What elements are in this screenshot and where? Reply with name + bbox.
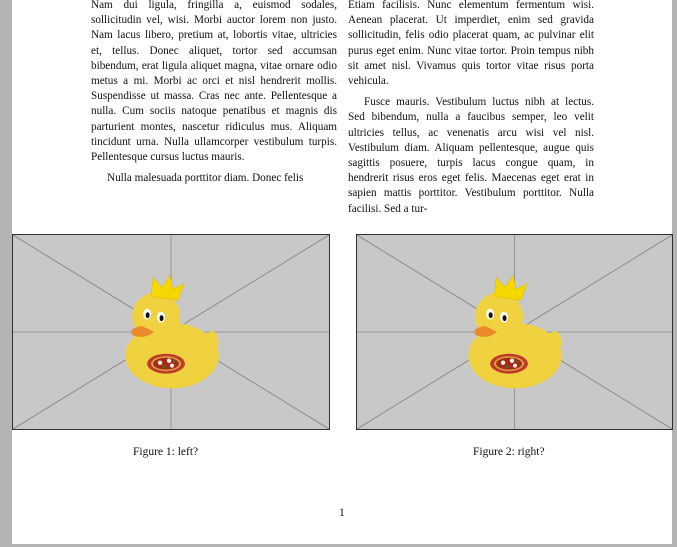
- duck-placeholder-image: [357, 235, 672, 429]
- right-paragraph-2: Fusce mauris. Vestibulum luctus nibh at lectus. Sed bibendum, nulla a faucibus semper, leo velit ultricies tellus, ac venenatis arcu wisi vel nisl. Vestibulum diam. Aliquam pellentesque, augue quis sagittis posuere, turpis lacus congue quam, in hendrerit risus eros eget felis. Maecenas eget erat in sapien mattis porttitor. Vestibulum porttitor. Nulla facilisi. Sed a tur-: [348, 96, 594, 215]
- duck-placeholder-image: [13, 235, 329, 429]
- left-text-column: [91, 0, 337, 192]
- figure-2-caption: Figure 2: right?: [473, 446, 545, 458]
- right-text-column: [348, 0, 594, 223]
- figure-1-caption: Figure 1: left?: [133, 446, 199, 458]
- figure-right-image: [356, 234, 673, 430]
- right-paragraph-1: Etiam facilisis. Nunc elementum fermentum wisi. Aenean placerat. Ut imperdiet, enim sed gravida sollicitudin, felis odio placerat quam, ac pulvinar elit purus eget enim. Nunc vitae tortor. Proin tempus nibh sit amet nisl. Vivamus quis tortor vitae risus porta vehicula.: [348, 0, 594, 88]
- left-paragraph-2: Nulla malesuada porttitor diam. Donec felis: [107, 172, 304, 185]
- page-number: 1: [339, 507, 345, 519]
- left-paragraph-1: Nam dui ligula, fringilla a, euismod sodales, sollicitudin vel, wisi. Morbi auctor lorem non justo. Nam lacus libero, pretium at, lobortis vitae, ultricies et, tellus. Donec aliquet, tortor sed accumsan bibendum, erat ligula aliquet magna, vitae ornare odio metus a mi. Morbi ac orci et nisl hendrerit mollis. Suspendisse ut massa. Cras nec ante. Pellentesque a nulla. Cum sociis natoque penatibus et magnis dis parturient montes, nascetur ridiculus mus. Aliquam tincidunt urna. Nulla ullamcorper vestibulum turpis. Pellentesque cursus luctus mauris.: [91, 0, 337, 164]
- page-edge-left: [0, 0, 12, 547]
- figure-left-image: [12, 234, 330, 430]
